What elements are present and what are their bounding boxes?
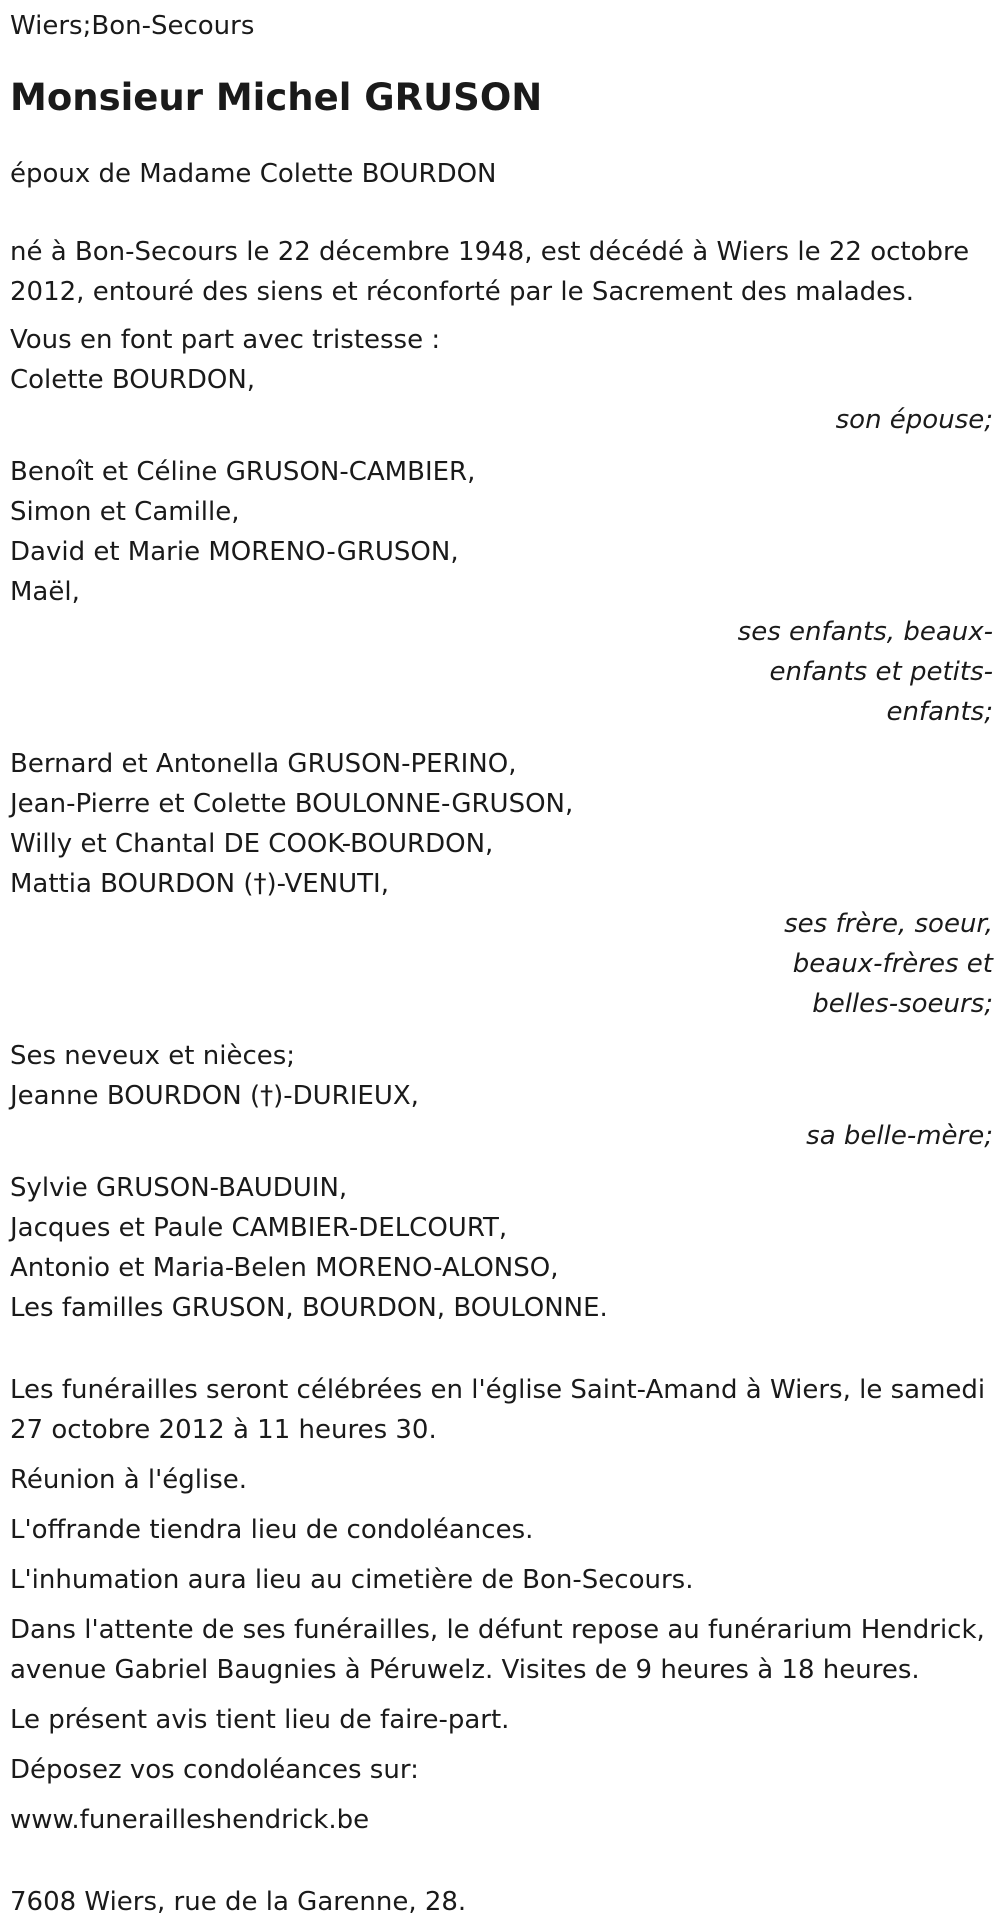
birth-death-details: né à Bon-Secours le 22 décembre 1948, est décédé à Wiers le 22 octobre 2012, entouré des siens et réconforté par le Sacrement des malades. bbox=[10, 237, 970, 307]
obituary-document bbox=[10, 0, 993, 1922]
family-member: Benoît et Céline GRUSON-CAMBIER, bbox=[10, 457, 476, 487]
family-member: Willy et Chantal DE COOK-BOURDON, bbox=[10, 829, 494, 859]
family-group-spouse bbox=[10, 360, 993, 440]
deceased-name: Monsieur Michel GRUSON bbox=[10, 76, 543, 119]
meeting-note: Réunion à l'église. bbox=[10, 1465, 248, 1495]
family-member: Mattia BOURDON (†)-VENUTI, bbox=[10, 869, 389, 899]
relation-label: ses enfants, beaux-enfants et petits-enfants; bbox=[737, 617, 993, 727]
family-member: Jeanne BOURDON (†)-DURIEUX, bbox=[10, 1081, 419, 1111]
family-member: Jean-Pierre et Colette BOULONNE-GRUSON, bbox=[10, 789, 574, 819]
family-member: Bernard et Antonella GRUSON-PERINO, bbox=[10, 749, 517, 779]
family-member: Simon et Camille, bbox=[10, 497, 240, 527]
family-member: Ses neveux et nièces; bbox=[10, 1041, 296, 1071]
visitation-note: Dans l'attente de ses funérailles, le défunt repose au funérarium Hendrick, avenue Gabriel Baugnies à Péruwelz. Visites de 9 heures à 18 heures. bbox=[10, 1615, 985, 1685]
family-member: Antonio et Maria-Belen MORENO-ALONSO, bbox=[10, 1253, 559, 1283]
relation-label: ses frère, soeur, beaux-frères et belles-soeurs; bbox=[784, 909, 993, 1019]
family-member: Jacques et Paule CAMBIER-DELCOURT, bbox=[10, 1213, 508, 1243]
announcement-intro: Vous en font part avec tristesse : bbox=[10, 325, 441, 355]
offering-note: L'offrande tiendra lieu de condoléances. bbox=[10, 1515, 534, 1545]
family-group-mother-in-law bbox=[10, 1036, 993, 1156]
funeral-details: Les funérailles seront célébrées en l'église Saint-Amand à Wiers, le samedi 27 octobre 2012 à 11 heures 30. bbox=[10, 1375, 986, 1445]
location-line: Wiers;Bon-Secours bbox=[10, 11, 255, 41]
extended-family-list bbox=[10, 1168, 993, 1328]
family-address: 7608 Wiers, rue de la Garenne, 28. bbox=[10, 1887, 467, 1917]
family-group-children bbox=[10, 452, 993, 732]
burial-note: L'inhumation aura lieu au cimetière de Bon-Secours. bbox=[10, 1565, 694, 1595]
family-member: David et Marie MORENO-GRUSON, bbox=[10, 537, 459, 567]
relation-label: sa belle-mère; bbox=[806, 1121, 993, 1151]
family-group-siblings bbox=[10, 744, 993, 1024]
family-member: Sylvie GRUSON-BAUDUIN, bbox=[10, 1173, 348, 1203]
condolences-website: www.funerailleshendrick.be bbox=[10, 1805, 370, 1835]
family-member: Maël, bbox=[10, 577, 80, 607]
relation-label: son épouse; bbox=[835, 405, 993, 435]
condolences-prompt: Déposez vos condoléances sur: bbox=[10, 1755, 419, 1785]
family-member: Colette BOURDON, bbox=[10, 365, 256, 395]
spouse-line: époux de Madame Colette BOURDON bbox=[10, 159, 497, 189]
family-member: Les familles GRUSON, BOURDON, BOULONNE. bbox=[10, 1293, 608, 1323]
notice-note: Le présent avis tient lieu de faire-part. bbox=[10, 1705, 510, 1735]
